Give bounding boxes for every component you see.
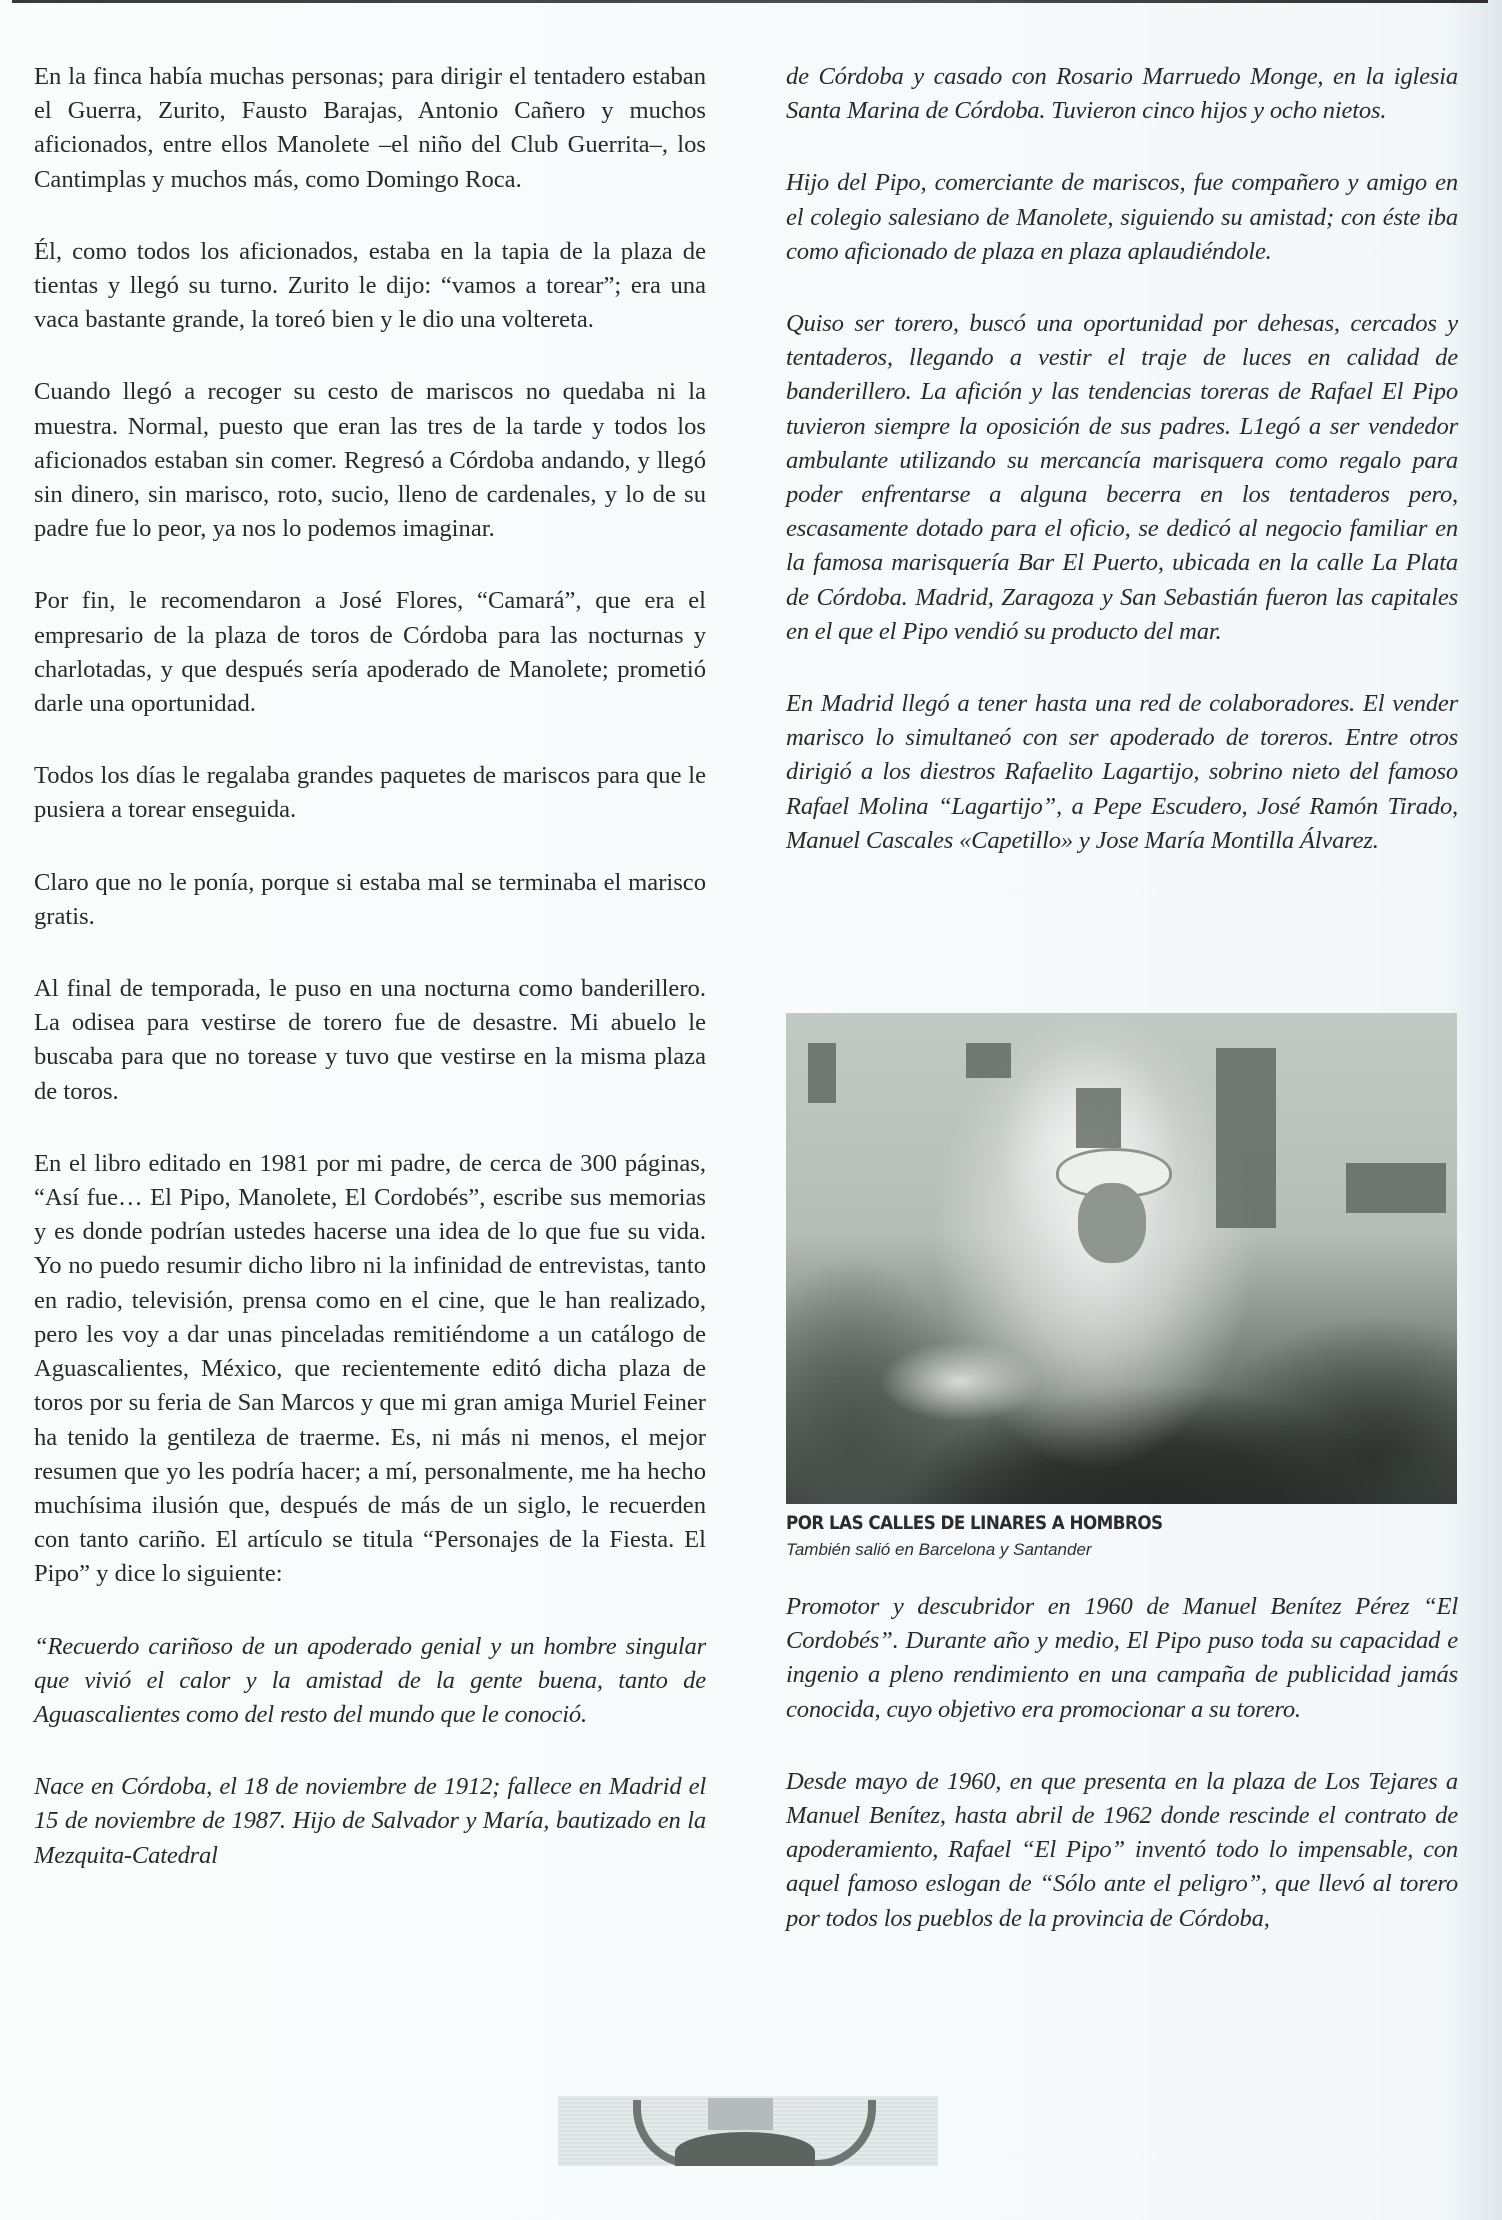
- paragraph: Todos los días le regalaba grandes paquetes de mariscos para que le pusiera a torear enseguida.: [34, 762, 706, 824]
- paragraph: Él, como todos los aficionados, estaba en la tapia de la plaza de tientas y llegó su turno. Zurito le dijo: “vamos a torear”; era una vaca bastante grande, la toreó bien y le dio una voltereta.: [34, 237, 706, 334]
- right-column-lower: [786, 1590, 1458, 1963]
- paragraph: Al final de temporada, le puso en una nocturna como banderillero. La odisea para vestirse de torero fue de desastre. Mi abuelo le buscaba para que no torease y tuvo que vestirse en la misma plaza de toros.: [34, 975, 706, 1105]
- quote-paragraph: de Córdoba y casado con Rosario Marruedo Monge, en la iglesia Santa Marina de Córdoba. Tuvieron cinco hijos y ocho nietos.: [786, 63, 1458, 125]
- clipping-photo-box: [708, 2098, 773, 2130]
- photo-caption-subtitle: También salió en Barcelona y Santander: [786, 1540, 1092, 1559]
- window-shape: [1076, 1088, 1121, 1148]
- quote-paragraph: Quiso ser torero, buscó una oportunidad por dehesas, cercados y tentaderos, llegando a vestir el traje de luces en calidad de banderillero. La afición y las tendencias toreras de Rafael El Pipo tuvieron siempre la oposición de sus padres. L1egó a ser vendedor ambulante utilizando su mercancía marisquera como regalo para poder enfrentarse a alguna becerra en los tentaderos pero, escasamente dotado para el oficio, se dedicó al negocio familiar en la famosa marisquería Bar El Puerto, ubicada en la calle La Plata de Córdoba. Madrid, Zaragoza y San Sebastián fueron las capitales en el que el Pipo vendió su producto del mar.: [786, 310, 1458, 645]
- balcony-shape: [1216, 1048, 1276, 1228]
- paragraph: Cuando llegó a recoger su cesto de mariscos no quedaba ni la muestra. Normal, puesto que eran las tres de la tarde y todos los aficionados estaban sin comer. Regresó a Córdoba andando, y llegó sin dinero, sin marisco, roto, sucio, lleno de cardenales, y lo de su padre fue lo peor, ya nos lo podemos imaginar.: [34, 378, 706, 543]
- quote-paragraph: “Recuerdo cariñoso de un apoderado genial y un hombre singular que vivió el calor y la amistad de la gente buena, tanto de Aguascalientes como del resto del mundo que le conoció.: [34, 1632, 706, 1728]
- window-shape: [966, 1043, 1011, 1078]
- photo-caption-title: POR LAS CALLES DE LINARES A HOMBROS: [786, 1512, 1163, 1534]
- quote-paragraph: En Madrid llegó a tener hasta una red de colaboradores. El vender marisco lo simultaneó con ser apoderado de toreros. Entre otros dirigió a los diestros Rafaelito Lagartijo, sobrino nieto del famoso Rafael Molina “Lagartijo”, a Pepe Escudero, José Ramón Tirado, Manuel Cascales «Capetillo» y Jose María Montilla Álvarez.: [786, 690, 1458, 854]
- top-rule: [12, 0, 1488, 3]
- quote-paragraph: Promotor y descubridor en 1960 de Manuel Benítez Pérez “El Cordobés”. Durante año y medio, El Pipo puso toda su capacidad e ingenio a pleno rendimiento en una campaña de publicidad jamás conocida, cuyo objetivo era promocionar a su torero.: [786, 1593, 1458, 1723]
- quote-paragraph: Hijo del Pipo, comerciante de mariscos, fue compañero y amigo en el colegio salesiano de Manolete, siguiendo su amistad; con éste iba como aficionado de plaza en plaza aplaudiéndole.: [786, 169, 1458, 265]
- left-column: [34, 60, 706, 1900]
- bull-head-icon: [675, 2132, 815, 2166]
- awning-shape: [1346, 1163, 1446, 1213]
- window-shape: [808, 1043, 836, 1103]
- quote-paragraph: Desde mayo de 1960, en que presenta en la plaza de Los Tejares a Manuel Benítez, hasta abril de 1962 donde rescinde el contrato de apoderamiento, Rafael “El Pipo” inventó todo lo impensable, con aquel famoso eslogan de “Sólo ante el peligro”, que llevó al torero por todos los pueblos de la provincia de Córdoba,: [786, 1767, 1458, 1932]
- photo-carried-on-shoulders: [786, 1013, 1457, 1504]
- paragraph: Por fin, le recomendaron a José Flores, “Camará”, que era el empresario de la plaza de toros de Córdoba para las nocturnas y charlotadas, y que después sería apoderado de Manolete; prometió darle una oportunidad.: [34, 587, 706, 718]
- paragraph: Claro que no le ponía, porque si estaba mal se terminaba el marisco gratis.: [34, 868, 706, 930]
- right-column: [786, 60, 1458, 885]
- quote-paragraph: Nace en Córdoba, el 18 de noviembre de 1912; fallece en Madrid el 15 de noviembre de 1987. Hijo de Salvador y María, bautizado en la Mezquita-Catedral: [34, 1773, 706, 1869]
- face-shape: [1078, 1183, 1146, 1263]
- footer-bull-horns-ornament: [558, 2096, 938, 2166]
- paragraph: En la finca había muchas personas; para dirigir el tentadero estaban el Guerra, Zurito, Fausto Barajas, Antonio Cañero y muchos aficionados, entre ellos Manolete –el niño del Club Guerrita–, los Cantimplas y muchos más, como Domingo Roca.: [34, 63, 706, 193]
- paragraph: En el libro editado en 1981 por mi padre, de cerca de 300 páginas, “Así fue… El Pipo, Manolete, El Cordobés”, escribe sus memorias y es donde podrían ustedes hacerse una idea de lo que fue su vida. Yo no puedo resumir dicho libro ni la infinidad de entrevistas, tanto en radio, televisión, prensa como en el cine, que le han realizado, pero les voy a dar unas pinceladas remitiéndome a un catálogo de Aguascalientes, México, que recientemente editó dicha plaza de toros por su feria de San Marcos y que mi gran amiga Muriel Feiner ha tenido la gentileza de traerme. Es, ni más ni menos, el mejor resumen que yo les podría hacer; a mí, personalmente, me ha hecho muchísima ilusión que, después de más de un siglo, le recuerden con tanto cariño. El artículo se titula “Personajes de la Fiesta. El Pipo” y dice lo siguiente:: [34, 1149, 706, 1588]
